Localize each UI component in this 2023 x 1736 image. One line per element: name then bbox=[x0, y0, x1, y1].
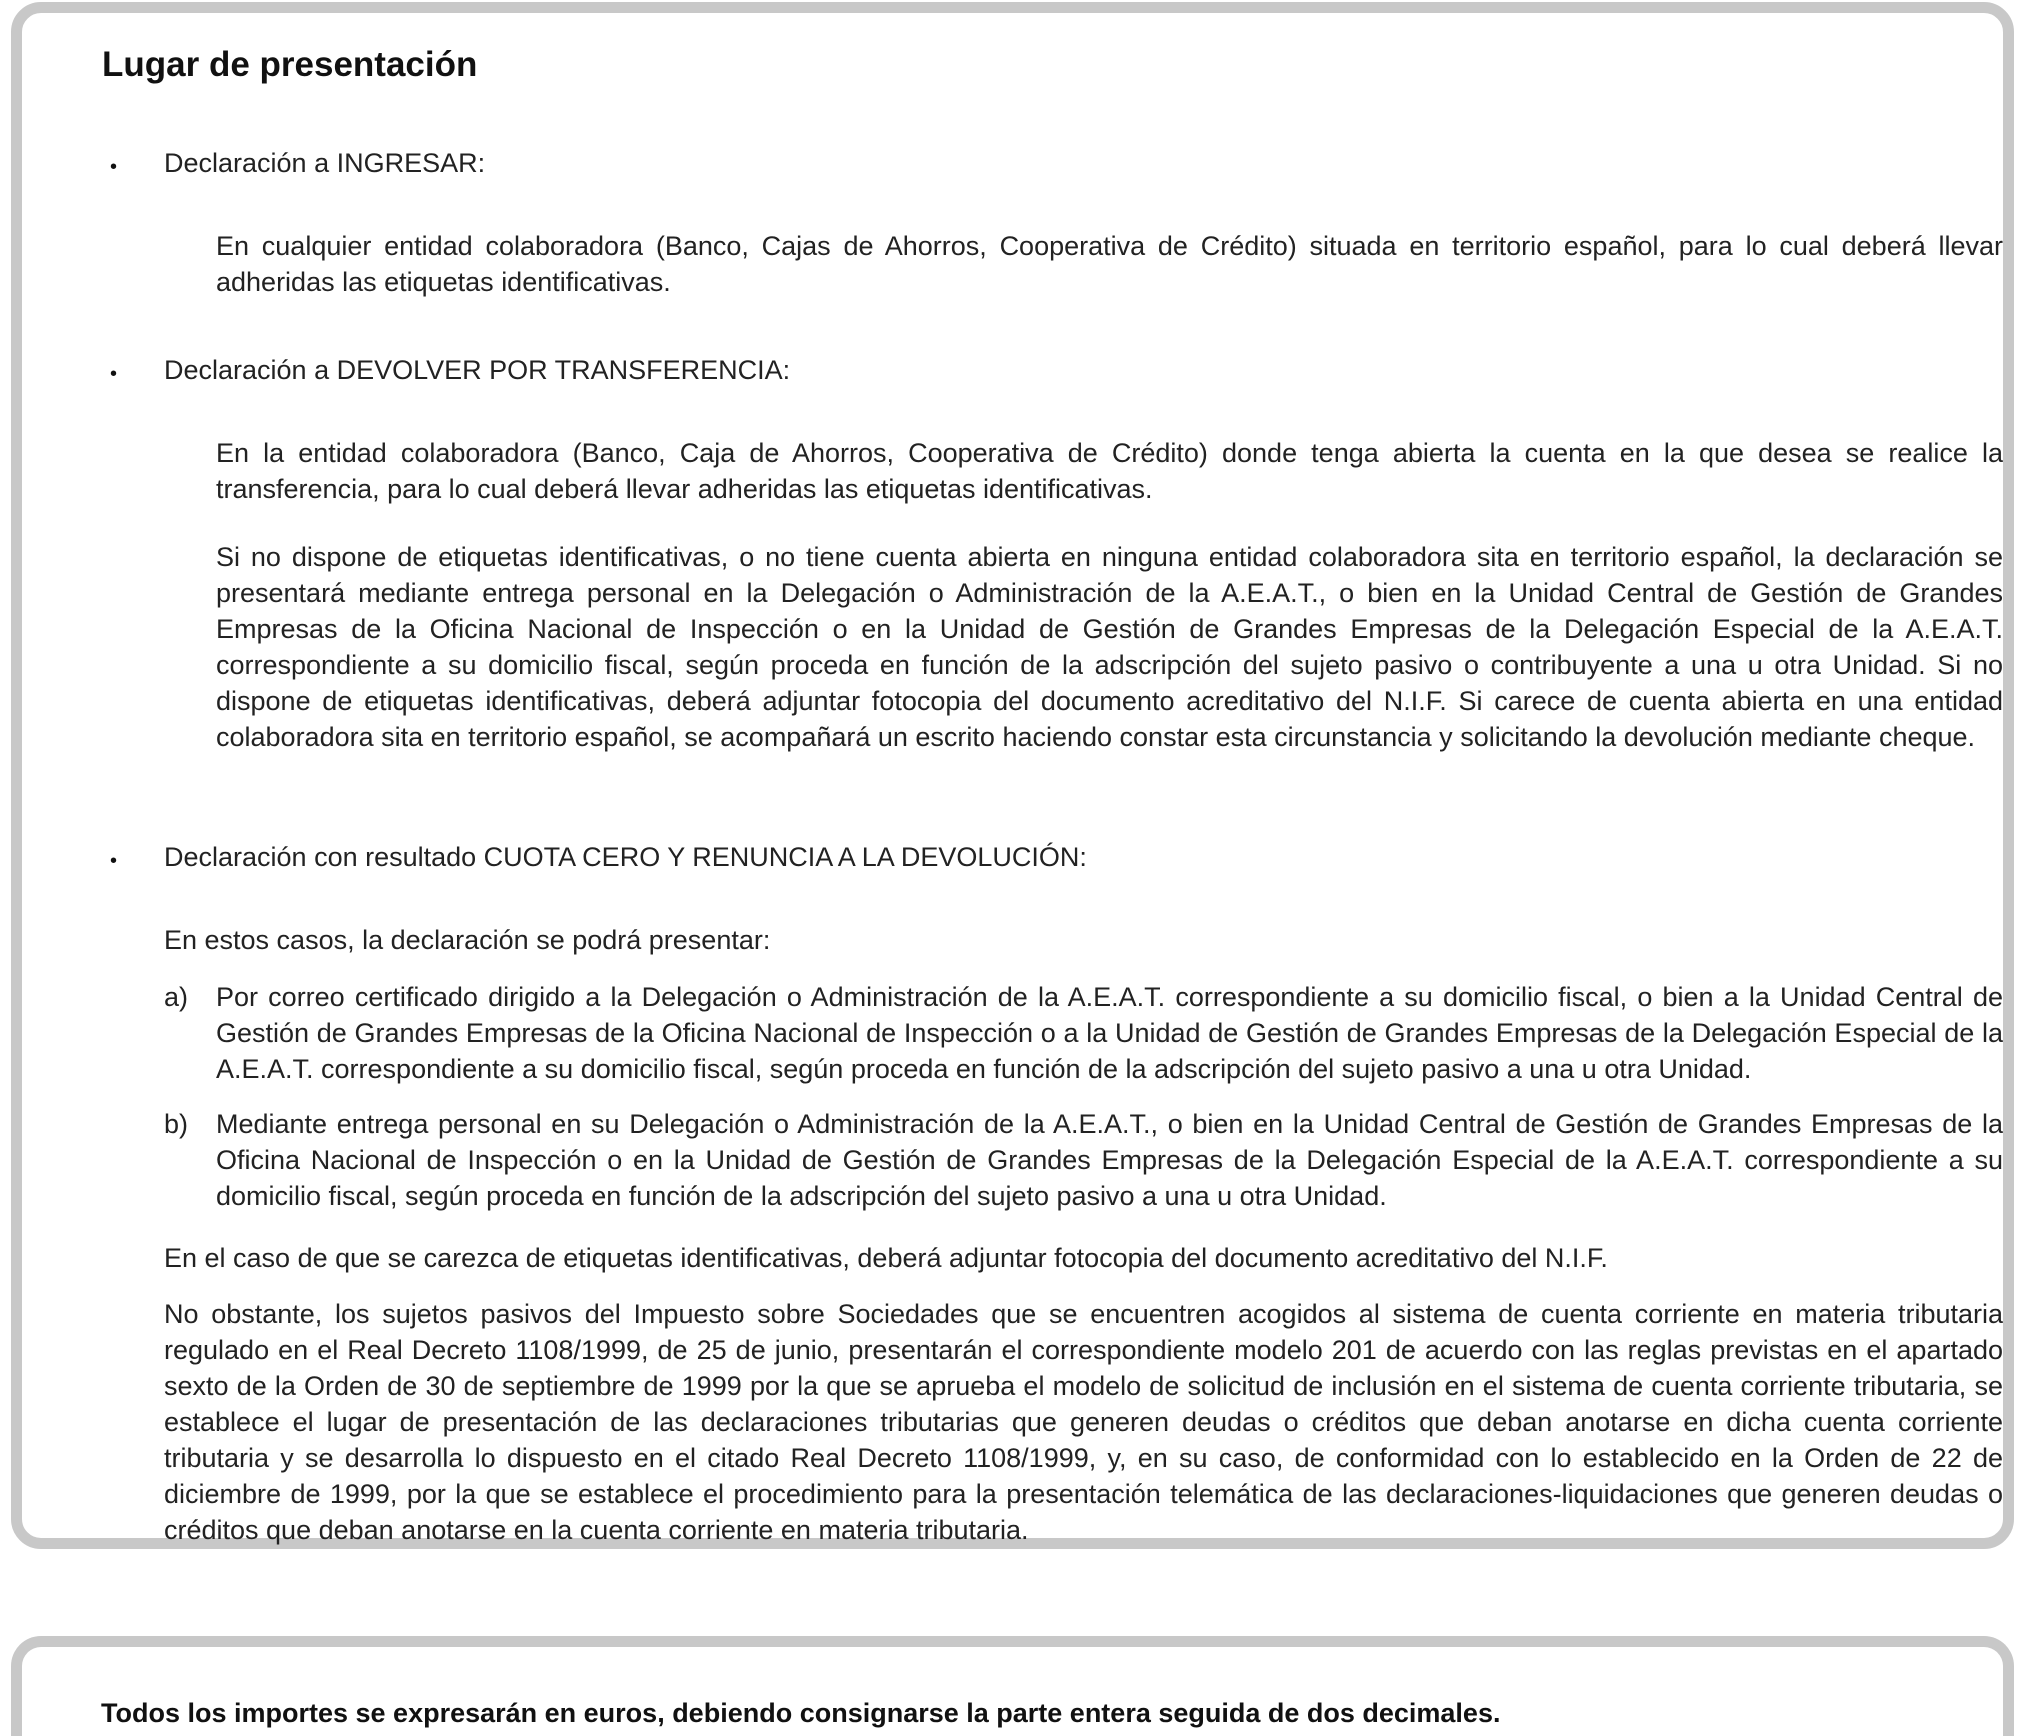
paragraph-devolver-1: En la entidad colaboradora (Banco, Caja de Ahorros, Cooperativa de Crédito) donde tenga abierta la cuenta en la que desea se realice la transferencia, para lo cual deberá llevar adheridas las etiquetas identificativas. bbox=[216, 438, 2003, 504]
lugar-presentacion-panel bbox=[11, 2, 2014, 1549]
paragraph-cuenta-corriente: No obstante, los sujetos pasivos del Impuesto sobre Sociedades que se encuentren acogidos al sistema de cuenta corriente en materia tributaria regulado en el Real Decreto 1108/1999, de 25 de junio, presentarán el correspondiente modelo 201 de acuerdo con las reglas previstas en el apartado sexto de la Orden de 30 de septiembre de 1999 por la que se aprueba el modelo de solicitud de inclusión en el sistema de cuenta corriente tributaria, se establece el lugar de presentación de las declaraciones tributarias que generen deudas o créditos que deban anotarse en dicha cuenta corriente tributaria y se desarrolla lo dispuesto en el citado Real Decreto 1108/1999, y, en su caso, de conformidad con lo establecido en la Orden de 22 de diciembre de 1999, por la que se establece el procedimiento para la presentación telemática de las declaraciones-liquidaciones que generen deudas o créditos que deban anotarse en la cuenta corriente en materia tributaria. bbox=[164, 1299, 2003, 1545]
paragraph-devolver-2: Si no dispone de etiquetas identificativas, o no tiene cuenta abierta en ninguna entidad colaboradora sita en territorio español, la declaración se presentará mediante entrega personal en la Delegación o Administración de la A.E.A.T., o bien en la Unidad Central de Gestión de Grandes Empresas de la Oficina Nacional de Inspección o en la Unidad de Gestión de Grandes Empresas de la Delegación Especial de la A.E.A.T. correspondiente a su domicilio fiscal, según proceda en función de la adscripción del sujeto pasivo o contribuyente a una u otra Unidad. Si no dispone de etiquetas identificativas, deberá adjuntar fotocopia del documento acreditativo del N.I.F. Si carece de cuenta abierta en una entidad colaboradora sita en territorio español, se acompañará un escrito haciendo constar esta circunstancia y solicitando la devolución mediante cheque. bbox=[216, 542, 2003, 752]
option-letter-b: b) bbox=[164, 1109, 189, 1139]
option-text-b: Mediante entrega personal en su Delegación o Administración de la A.E.A.T., o bien en la Unidad Central de Gestión de Grandes Empresas de la Oficina Nacional de Inspección o en la Unidad de Gestión de Grandes Empresas de la Delegación Especial de la A.E.A.T. correspondiente a su domicilio fiscal, según proceda en función de la adscripción del sujeto pasivo a una u otra Unidad. bbox=[216, 1109, 2003, 1211]
bullet-icon: • bbox=[110, 363, 118, 385]
euros-note-panel bbox=[11, 1636, 2014, 1736]
option-text-a: Por correo certificado dirigido a la Delegación o Administración de la A.E.A.T. correspondiente a su domicilio fiscal, o bien a la Unidad Central de Gestión de Grandes Empresas de la Oficina Nacional de Inspección o a la Unidad de Gestión de Grandes Empresas de la Delegación Especial de la A.E.A.T. correspondiente a su domicilio fiscal, según proceda en función de la adscripción del sujeto pasivo a una u otra Unidad. bbox=[216, 982, 2003, 1084]
option-letter-a: a) bbox=[164, 982, 189, 1012]
paragraph-ingresar: En cualquier entidad colaboradora (Banco, Cajas de Ahorros, Cooperativa de Crédito) situada en territorio español, para lo cual deberá llevar adheridas las etiquetas identificativas. bbox=[216, 231, 2003, 297]
item-heading-devolver: Declaración a DEVOLVER POR TRANSFERENCIA: bbox=[164, 355, 791, 385]
euros-note: Todos los importes se expresarán en euros, debiendo consignarse la parte entera seguida de dos decimales. bbox=[101, 1698, 1501, 1728]
section-title: Lugar de presentación bbox=[102, 45, 478, 84]
paragraph-etiquetas: En el caso de que se carezca de etiquetas identificativas, deberá adjuntar fotocopia del documento acreditativo del N.I.F. bbox=[164, 1243, 1608, 1273]
paragraph-cuota-cero-intro: En estos casos, la declaración se podrá presentar: bbox=[164, 925, 771, 955]
bullet-icon: • bbox=[110, 850, 118, 872]
item-heading-ingresar: Declaración a INGRESAR: bbox=[164, 148, 486, 178]
item-heading-cuota-cero: Declaración con resultado CUOTA CERO Y RENUNCIA A LA DEVOLUCIÓN: bbox=[164, 842, 1087, 872]
bullet-icon: • bbox=[110, 156, 118, 178]
